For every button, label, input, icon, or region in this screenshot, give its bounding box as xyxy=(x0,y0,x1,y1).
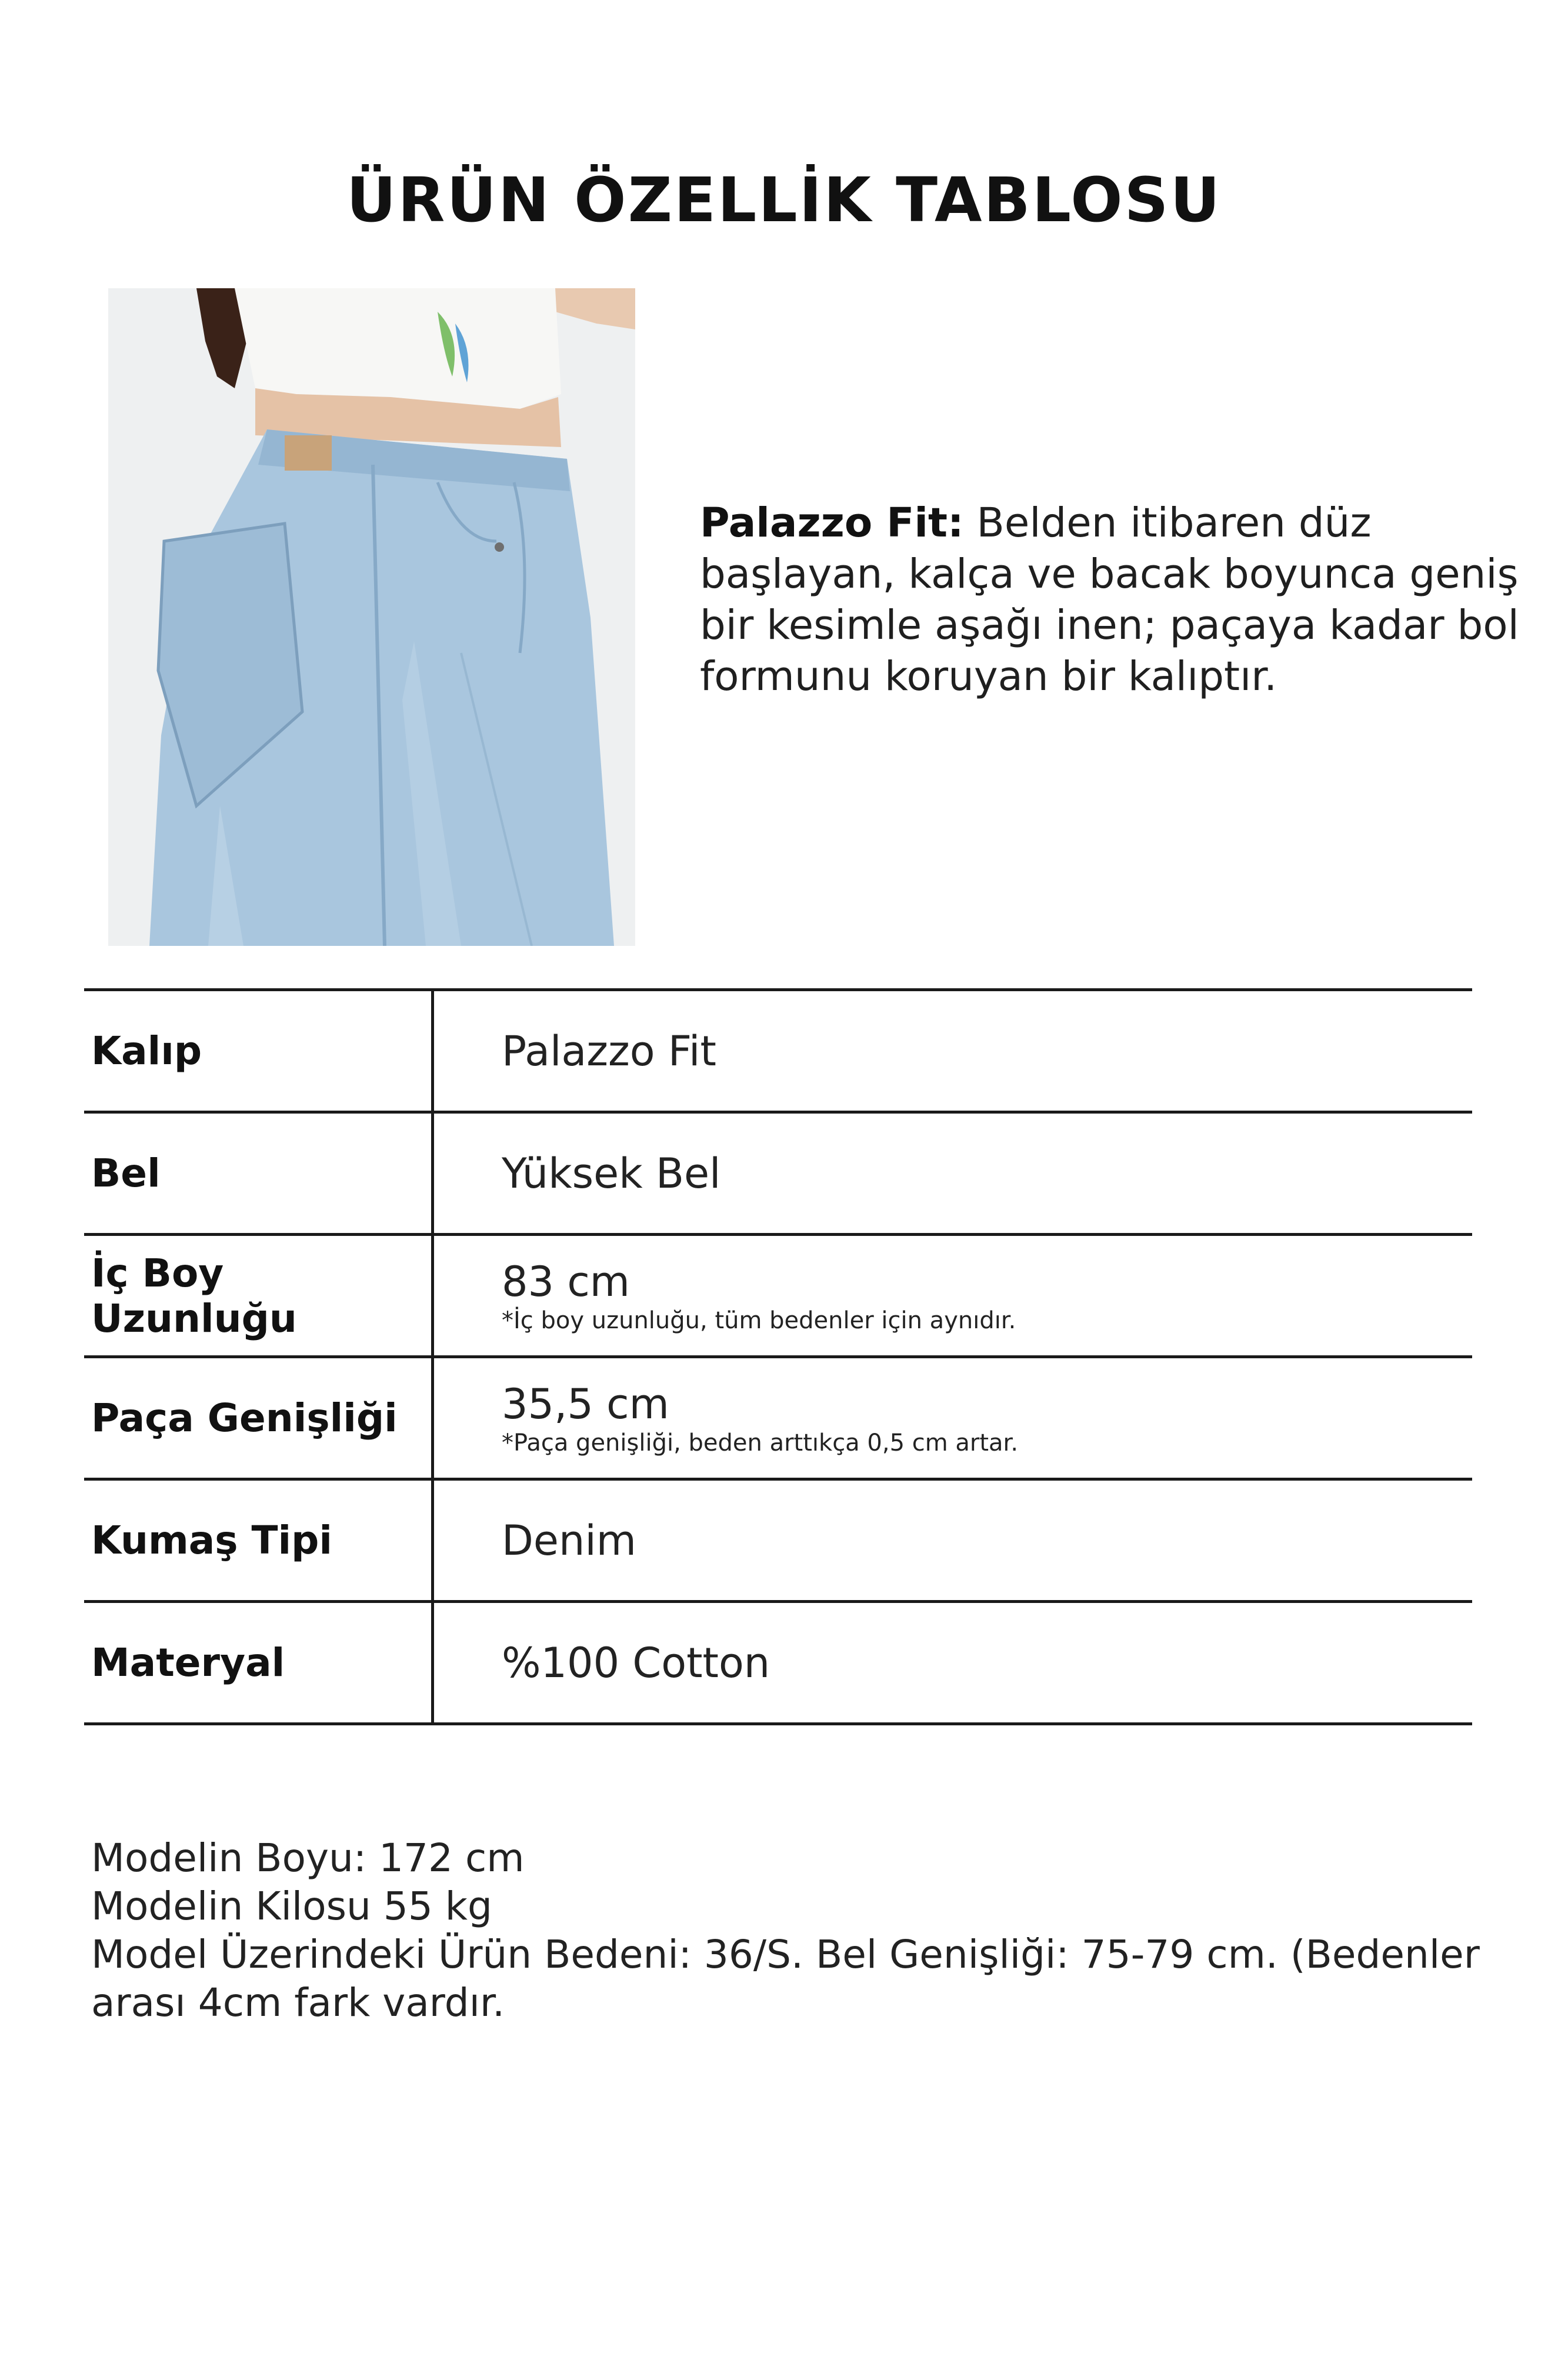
table-row xyxy=(84,1603,1472,1725)
row-value-cell xyxy=(434,1481,1472,1600)
table-row xyxy=(84,1481,1472,1603)
row-label: İç Boy Uzunluğu xyxy=(84,1236,434,1355)
model-height: Modelin Boyu: 172 cm xyxy=(91,1835,525,1881)
fit-description-lead: Palazzo Fit: xyxy=(700,499,964,546)
row-note: *Paça genişliği, beden arttıkça 0,5 cm artar. xyxy=(502,1429,1019,1457)
row-value-cell xyxy=(434,991,1472,1111)
table-row xyxy=(84,1358,1472,1481)
table-row xyxy=(84,1114,1472,1236)
row-label: Kalıp xyxy=(84,991,434,1111)
row-note: *İç boy uzunluğu, tüm bedenler için aynıdır. xyxy=(502,1307,1016,1334)
row-value: Yüksek Bel xyxy=(502,1149,721,1198)
fit-description-text: Belden itibaren düz başlayan, kalça ve bacak boyunca geniş bir kesimle aşağı inen; paçaya kadar bol formunu koruyan bir kalıptır. xyxy=(700,499,1519,700)
row-label: Materyal xyxy=(84,1603,434,1722)
row-value-cell xyxy=(434,1603,1472,1722)
row-value: Palazzo Fit xyxy=(502,1026,716,1075)
row-value-cell xyxy=(434,1236,1472,1355)
table-row xyxy=(84,1236,1472,1358)
fit-description xyxy=(700,498,1535,702)
row-label: Bel xyxy=(84,1114,434,1233)
row-value: %100 Cotton xyxy=(502,1638,770,1687)
page-title: ÜRÜN ÖZELLİK TABLOSU xyxy=(346,164,1222,236)
model-info xyxy=(91,1834,1503,2027)
row-value: 35,5 cm xyxy=(502,1379,669,1428)
spec-table xyxy=(84,988,1472,1725)
row-value-cell xyxy=(434,1114,1472,1233)
model-weight: Modelin Kilosu 55 kg xyxy=(91,1884,492,1929)
row-value: Denim xyxy=(502,1516,636,1565)
table-row xyxy=(84,991,1472,1114)
row-value: 83 cm xyxy=(502,1257,630,1306)
row-value-cell xyxy=(434,1358,1472,1478)
model-size: Model Üzerindeki Ürün Bedeni: 36/S. Bel Genişliği: 75-79 cm. (Bedenler arası 4cm fark vardır. xyxy=(91,1932,1480,2025)
row-label: Kumaş Tipi xyxy=(84,1481,434,1600)
product-photo xyxy=(108,288,635,946)
row-label: Paça Genişliği xyxy=(84,1358,434,1478)
